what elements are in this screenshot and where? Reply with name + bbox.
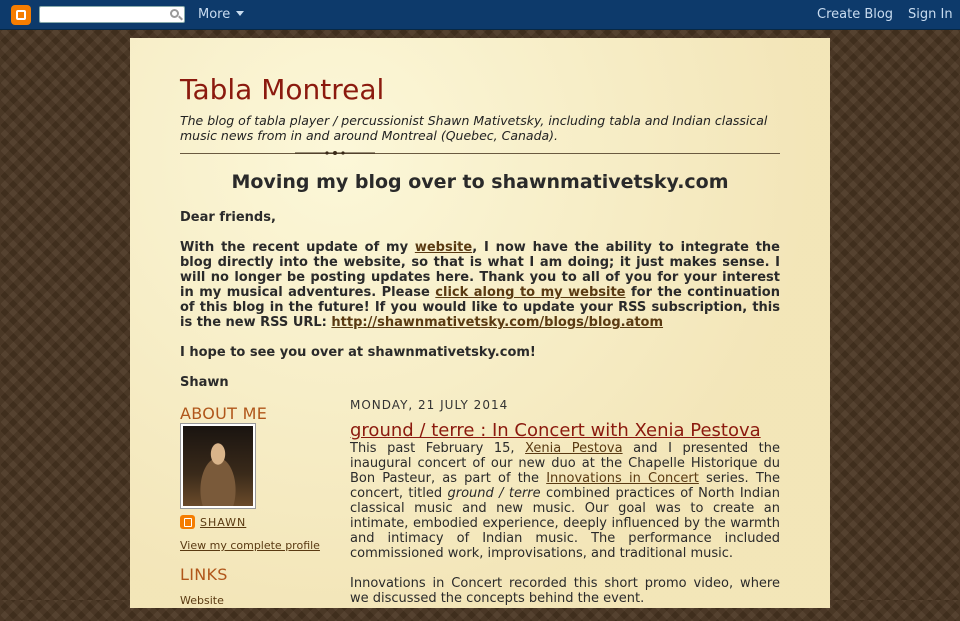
author-name-link[interactable]: SHAWN <box>200 516 247 529</box>
text-span: With the recent update of my <box>180 240 415 255</box>
announcement-title: Moving my blog over to shawnmativetsky.com <box>231 171 729 193</box>
text-span: and I presented the inaugural concert of our new duo at the Chapelle Historique du Bon Pasteur, as part of the <box>350 441 780 486</box>
rss-url-link[interactable]: http://shawnmativetsky.com/blogs/blog.atom <box>331 315 664 330</box>
blog-title[interactable]: Tabla Montreal <box>180 73 385 106</box>
more-menu[interactable] <box>198 7 244 22</box>
avatar[interactable] <box>180 423 256 509</box>
chevron-down-icon <box>236 11 244 16</box>
text-span: for the continuation of this blog in the future! If you would like to update your RSS subscription, this is the new RSS URL: <box>180 285 780 330</box>
view-profile-link[interactable]: View my complete profile <box>180 539 320 552</box>
text-span: combined practices of North Indian classical music and new music. Our goal was to create an intimate, embodied experience, deeply influenced by the warmth and intimacy of Indian music. The performance included commissioned work, improvisations, and traditional music. <box>350 486 780 561</box>
signoff: Shawn <box>180 375 229 390</box>
post-title-link[interactable]: ground / terre : In Concert with Xenia Pestova <box>350 420 761 441</box>
greeting: Dear friends, <box>180 210 276 225</box>
text-span: This past February 15, <box>350 441 526 456</box>
search-icon[interactable] <box>170 9 179 18</box>
closing-line: I hope to see you over at shawnmativetsky.com! <box>180 345 536 360</box>
concert-title: ground / terre <box>447 486 541 501</box>
sign-in-link[interactable]: Sign In <box>908 7 953 22</box>
announcement-body <box>180 210 780 405</box>
website-link[interactable]: website <box>414 240 473 255</box>
about-me-heading: ABOUT ME <box>180 404 268 423</box>
create-blog-link[interactable]: Create Blog <box>817 7 894 22</box>
blogger-icon[interactable] <box>11 5 31 25</box>
search-input[interactable] <box>39 6 185 23</box>
announcement-paragraph <box>180 240 780 330</box>
text-span: series. The concert, titled <box>350 471 781 501</box>
text-span: , I now have the ability to integrate the blog directly into the website, so that is what I am doing; it just makes sense. I will no longer be posting updates here. Thank you to all of you for your interest in my musical adventures. Please <box>180 240 780 300</box>
blog-description: The blog of tabla player / percussionist Shawn Mativetsky, including tabla and Indian classical music news from in and around Montreal (Quebec, Canada). <box>180 113 768 143</box>
post-paragraph-2: Innovations in Concert recorded this short promo video, where we discussed the concepts behind the event. <box>350 576 780 606</box>
click-along-link[interactable]: click along to my website <box>435 285 626 300</box>
post-body <box>350 441 780 621</box>
xenia-pestova-link[interactable]: Xenia Pestova <box>525 441 623 456</box>
divider-ornament-icon <box>295 150 375 156</box>
post-paragraph <box>350 441 780 561</box>
post-date: MONDAY, 21 JULY 2014 <box>350 398 509 412</box>
header-divider <box>180 153 780 154</box>
blogger-profile-icon <box>180 515 195 529</box>
blogger-navbar <box>0 0 960 30</box>
links-heading: LINKS <box>180 565 228 584</box>
more-label: More <box>198 7 231 22</box>
innovations-in-concert-link[interactable]: Innovations in Concert <box>546 471 699 486</box>
sidebar-link-website[interactable]: Website <box>180 594 224 607</box>
profile-photo <box>183 426 253 506</box>
